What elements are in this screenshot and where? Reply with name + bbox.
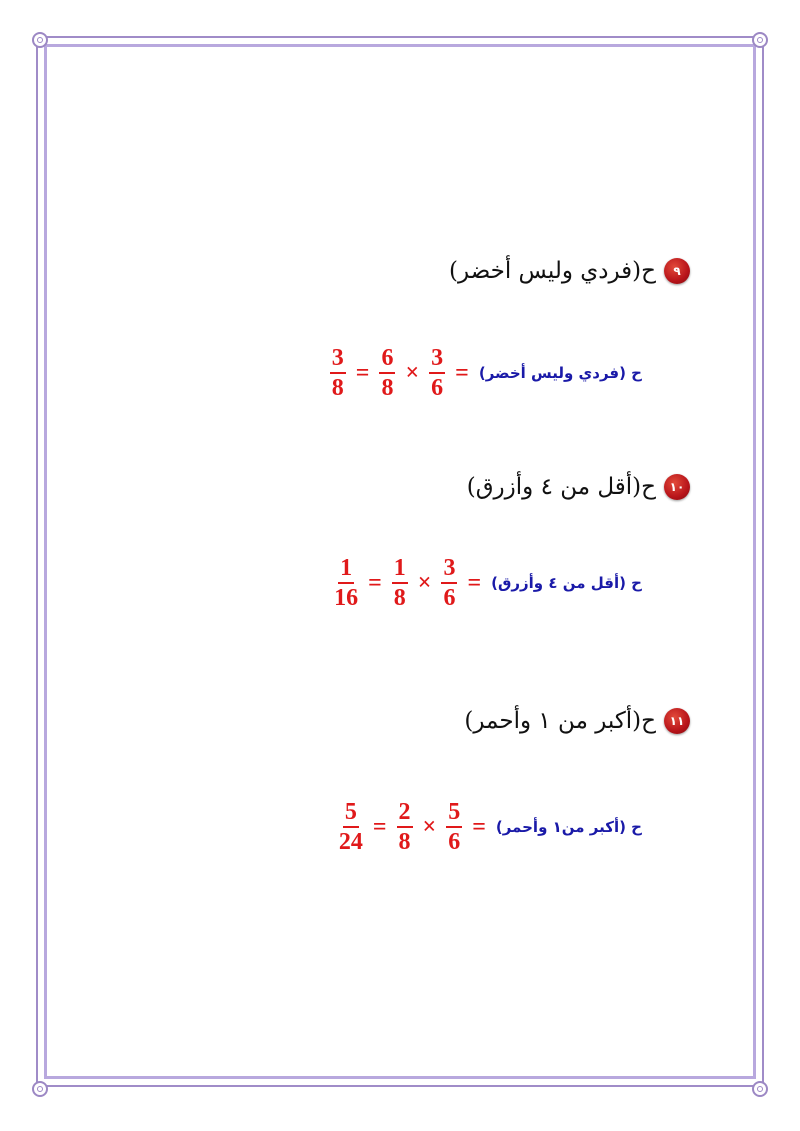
corner-ornament-icon [752,1081,768,1097]
probability-label: ح (أقل من ٤ وأزرق) [491,574,642,592]
denominator: 8 [381,375,394,401]
numerator: 1 [392,556,408,584]
denominator: 8 [398,829,411,855]
number-badge-icon: ١٠ [664,474,690,500]
fraction-second [392,556,408,610]
fraction-second [397,800,413,854]
numerator: 2 [397,800,413,828]
fraction-result [339,800,363,854]
fraction-first [441,556,457,610]
times-sign: × [417,569,432,596]
problem-11-heading [464,708,690,734]
numerator: 6 [379,346,395,374]
corner-ornament-icon [32,1081,48,1097]
problem-heading-text: ح(أقل من ٤ وأزرق) [466,474,656,500]
number-badge-icon: ١١ [664,708,690,734]
corner-ornament-icon [752,32,768,48]
equals-sign: = [355,359,370,386]
numerator: 3 [429,346,445,374]
problem-9-heading [449,258,690,284]
problem-10-equation [334,556,642,610]
numerator: 3 [441,556,457,584]
fraction-first [446,800,462,854]
denominator: 6 [443,585,456,611]
equals-sign: = [372,813,387,840]
problem-11-equation [339,800,642,854]
denominator: 8 [331,375,344,401]
problem-9-equation [330,346,642,400]
times-sign: × [422,813,437,840]
denominator: 8 [393,585,406,611]
fraction-result [330,346,346,400]
numerator: 5 [446,800,462,828]
denominator: 6 [431,375,444,401]
fraction-first [429,346,445,400]
denominator: 24 [338,829,363,855]
numerator: 3 [330,346,346,374]
numerator: 5 [343,800,359,828]
equals-sign: = [472,813,486,840]
corner-ornament-icon [32,32,48,48]
problem-10-heading [467,474,690,500]
problem-heading-text: ح(أكبر من ١ وأحمر) [464,708,656,734]
fraction-result [334,556,358,610]
denominator: 16 [334,585,359,611]
probability-label: ح (فردي وليس أخضر) [478,364,642,382]
number-badge-icon: ٩ [664,258,690,284]
equals-sign: = [455,359,469,386]
equals-sign: = [368,569,382,596]
numerator: 1 [338,556,354,584]
probability-label: ح (أكبر من١ وأحمر) [495,818,642,836]
times-sign: × [405,359,420,386]
fraction-second [379,346,395,400]
denominator: 6 [448,829,461,855]
problem-heading-text: ح(فردي وليس أخضر) [449,258,656,284]
equals-sign: = [467,569,482,596]
